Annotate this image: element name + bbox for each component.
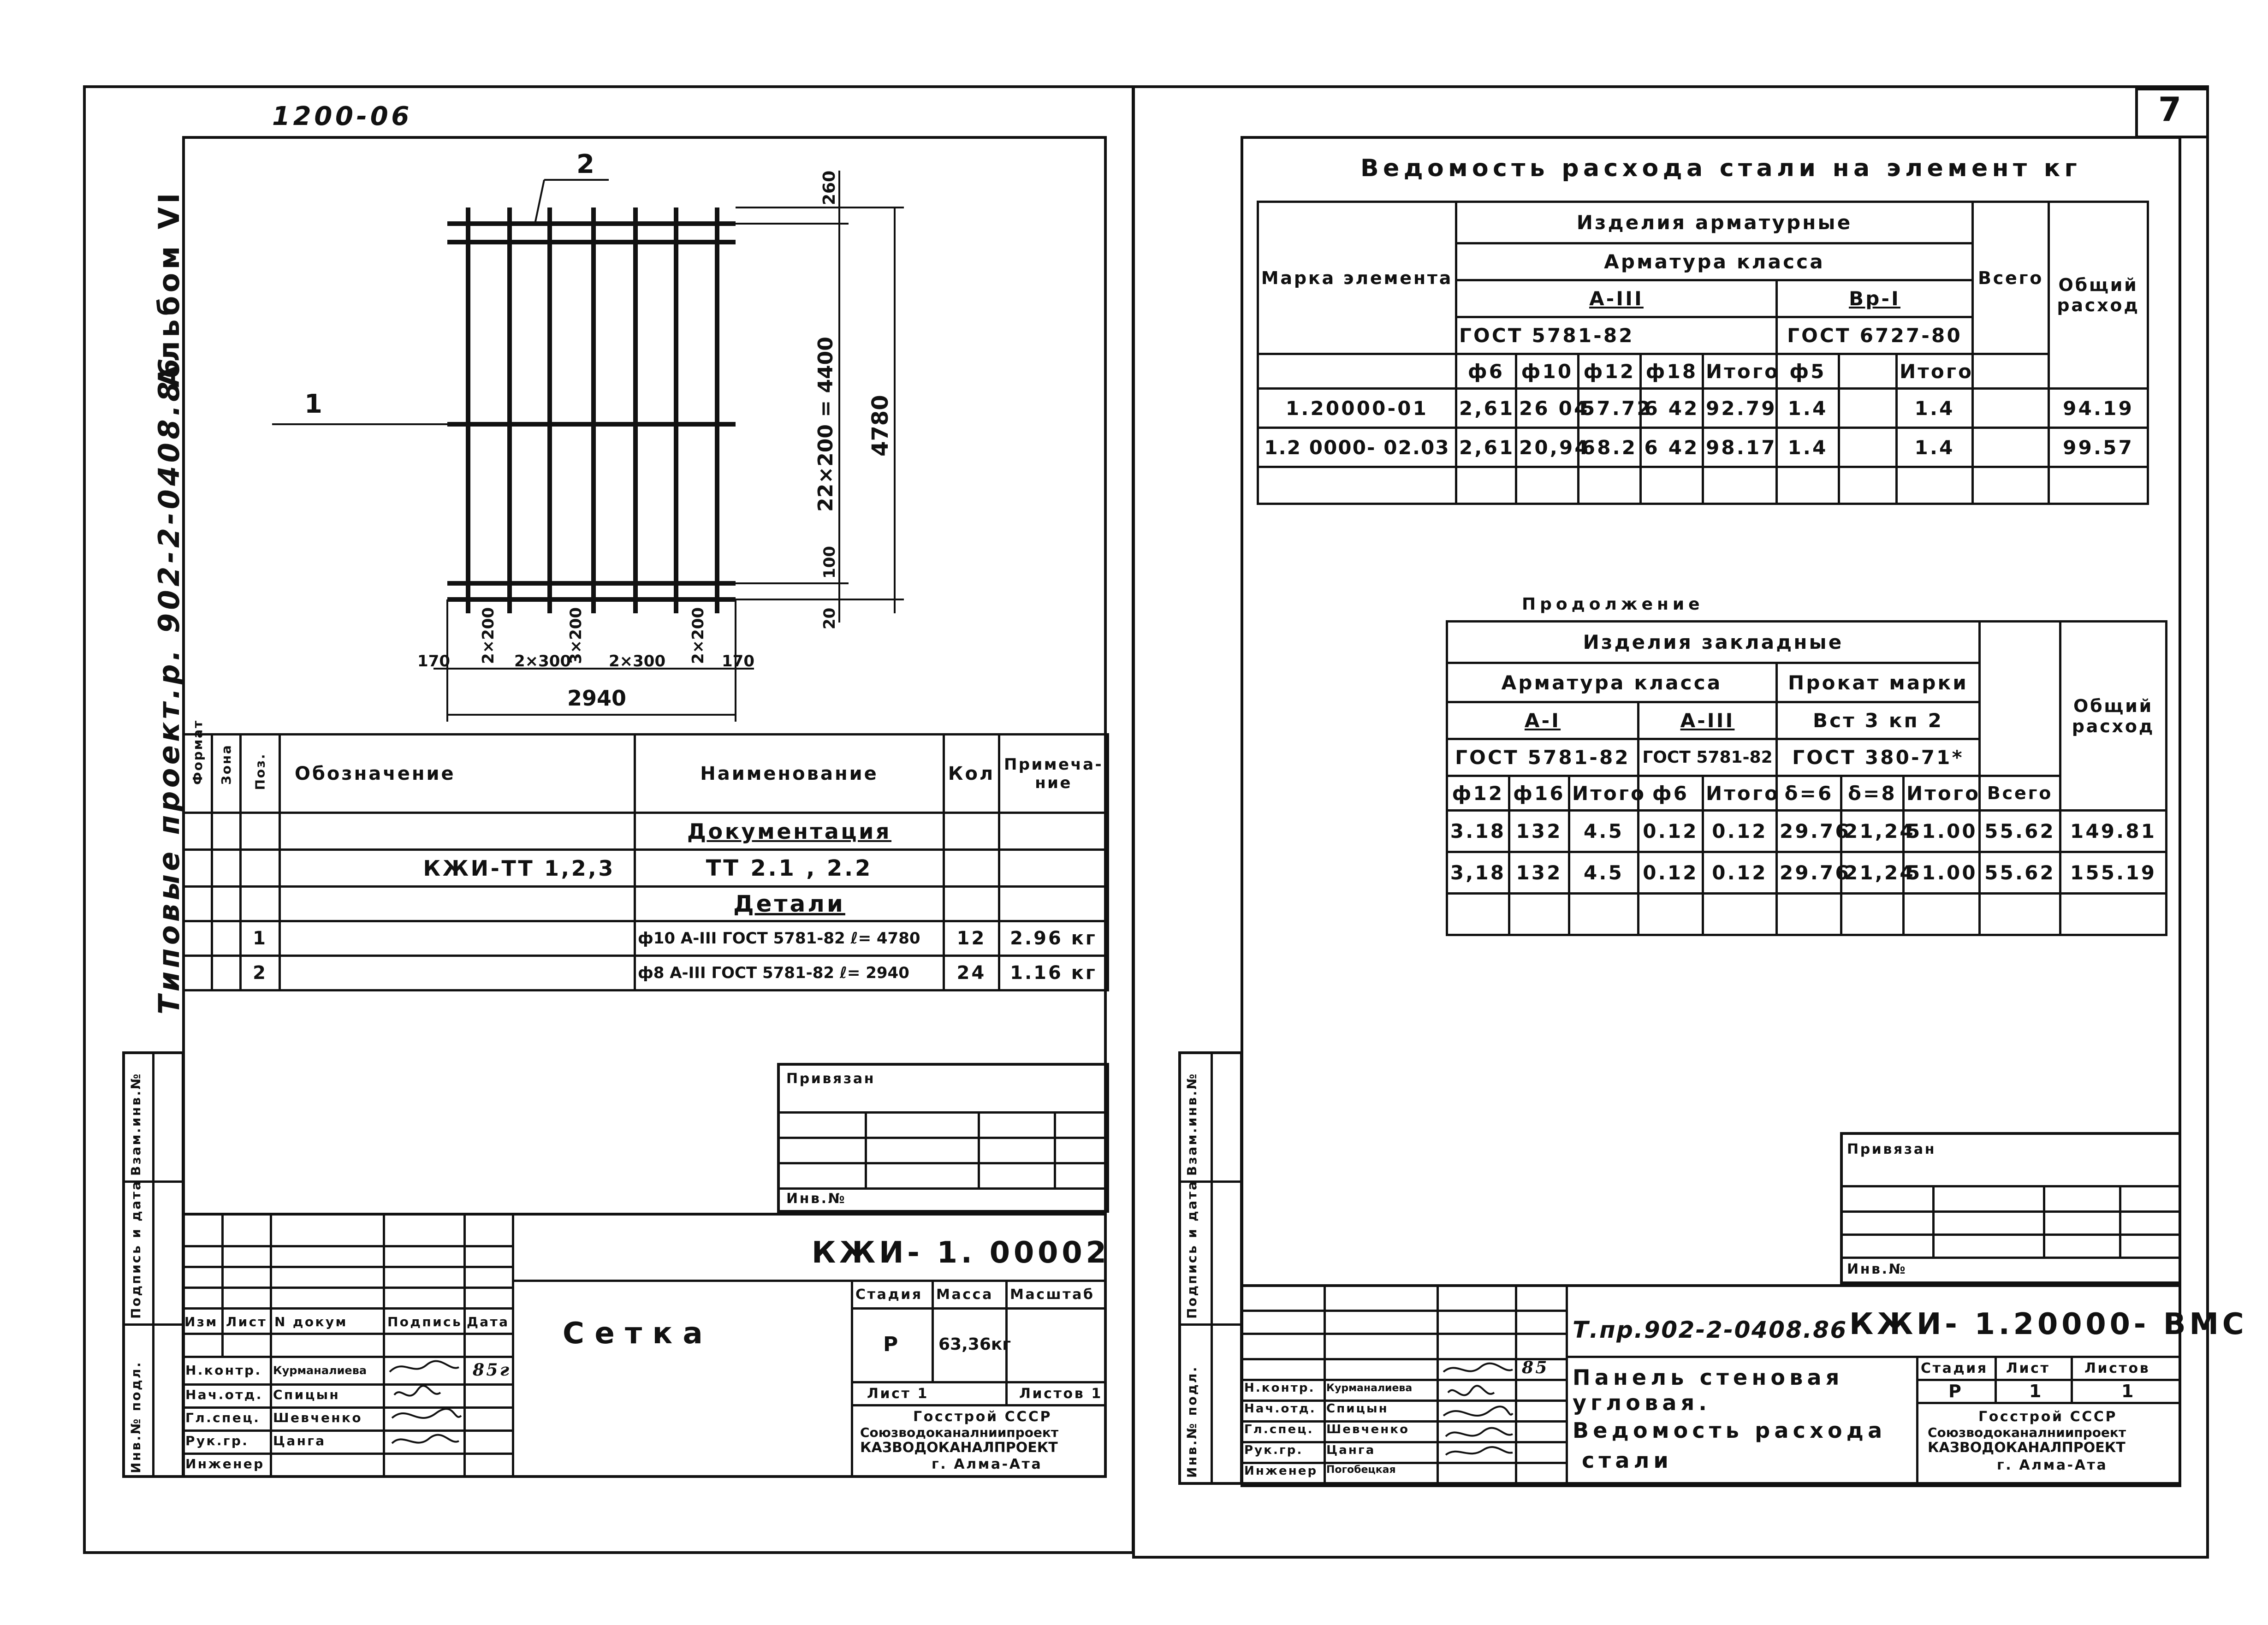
left-stamp-head-list: Лист [226, 1314, 267, 1329]
t2-vsego: Всего [1980, 776, 2060, 811]
spec-doc-code: КЖИ-ТТ 1,2,3 [280, 850, 635, 887]
t1-izd: Изделия арматурные [1456, 202, 1973, 243]
right-person-name-4: Цанга [1326, 1443, 1376, 1457]
left-person-name-3: Шевченко [273, 1410, 362, 1425]
t2-gost3: ГОСТ 380-71* [1777, 739, 1980, 776]
left-person-role-5: Инженер [185, 1456, 265, 1471]
left-inv-label: Инв.№ [786, 1191, 847, 1207]
left-stage-head: Стадия [855, 1287, 923, 1303]
pos-1-label: 1 [304, 389, 322, 419]
right-sheets-value: 1 [2121, 1381, 2136, 1401]
left-org-3: КАЗВОДОКАНАЛПРОЕКТ [860, 1440, 1058, 1456]
t2-izd: Изделия закладные [1447, 622, 1980, 663]
right-person-role-4: Рук.гр. [1244, 1443, 1303, 1457]
right-inv-label: Инв.№ [1847, 1261, 1907, 1277]
t2-sub-f16: ф16 [1509, 776, 1569, 811]
right-person-role-2: Нач.отд. [1244, 1402, 1316, 1416]
right-list-head: Лист [2006, 1360, 2050, 1376]
left-signatures [385, 1358, 463, 1455]
t1-sub-f6: ф6 [1456, 354, 1516, 389]
right-title-line-2: угловая. [1573, 1390, 1711, 1415]
t2-row-1: 3.18 132 4.5 0.12 0.12 29.76 21,24 51.00 55.62 149.81 [1447, 811, 2167, 852]
left-side-vzam: Взам.инв.№ [128, 1072, 143, 1176]
left-stamp-head-izm: Изм [184, 1314, 218, 1329]
project-side-label: Типовые проект.р. 902-2-0408.86 [152, 355, 186, 1014]
right-person-name-5: Погобецкая [1326, 1464, 1396, 1476]
page-number: 7 [2158, 90, 2185, 129]
left-stamp-head-data: Дата [467, 1314, 510, 1329]
t1-sub-f18: ф18 [1641, 354, 1703, 389]
right-title-line-1: Панель стеновая [1573, 1365, 1844, 1390]
right-side-vzam: Взам.инв.№ [1184, 1072, 1199, 1176]
t1-sub-f12: ф12 [1579, 354, 1641, 389]
left-org-4: г. Алма-Ата [932, 1456, 1043, 1472]
t1-sub-f10: ф10 [1516, 354, 1579, 389]
t1-klass: Арматура класса [1456, 243, 1973, 280]
spec-row-1-qty: 12 [944, 921, 999, 956]
spec-row-2-pos: 2 [241, 956, 280, 990]
right-org-1: Госстрой СССР [1978, 1409, 2118, 1425]
left-privyazan-label: Привязан [786, 1071, 876, 1087]
right-person-name-3: Шевченко [1326, 1423, 1410, 1436]
spec-head-kol: Кол [944, 735, 999, 813]
spec-row-2 [184, 956, 1108, 990]
left-mass-value: 63,36кг [938, 1335, 1011, 1354]
spec-row-1-name: ф10 А-III ГОСТ 5781-82 ℓ= 4780 [635, 921, 944, 956]
right-stamp-proj: Т.пр.902-2-0408.86 [1573, 1317, 1847, 1343]
left-person-role-2: Нач.отд. [185, 1387, 263, 1402]
right-stage-head: Стадия [1921, 1360, 1988, 1376]
left-person-name-1: Курманалиева [273, 1364, 367, 1377]
right-privyazan-label: Привязан [1847, 1141, 1936, 1157]
t2-a3: A-III [1639, 702, 1777, 739]
left-sheets-value: Листов 1 [1019, 1386, 1103, 1402]
right-listov-head: Листов [2084, 1360, 2150, 1376]
spec-head-primech: Примеча-ние [999, 735, 1108, 813]
t1-sub-empty [1839, 354, 1897, 389]
spec-head-zona: Зона [212, 735, 241, 813]
t2-gost2: ГОСТ 5781-82 [1639, 739, 1777, 776]
table1-title: Ведомость расхода стали на элемент кг [1360, 154, 2082, 182]
left-stage-value: Р [883, 1333, 901, 1356]
left-scale-head: Масштаб [1010, 1287, 1095, 1303]
right-org-2: Союзводоканалниипроект [1928, 1425, 2126, 1440]
bottom-dim-4: 3×200 [567, 607, 585, 664]
t2-sub-f12: ф12 [1447, 776, 1509, 811]
right-side-sign: Подпись и дата [1184, 1180, 1199, 1319]
steel-table-1 [1257, 201, 2149, 505]
steel-table-2 [1446, 620, 2167, 936]
spec-table [182, 719, 1109, 991]
left-person-name-4: Цанга [273, 1433, 326, 1448]
left-person-role-1: Н.контр. [185, 1363, 262, 1378]
dim-100: 100 [820, 546, 839, 579]
t2-sub-f6: ф6 [1639, 776, 1703, 811]
t2-gost1: ГОСТ 5781-82 [1447, 739, 1639, 776]
t1-row-1: 1.20000-01 2,61 26 04 57.72 6 42 92.79 1.4 1.4 94.19 [1258, 389, 2148, 428]
right-stamp-date: 85 [1522, 1358, 1549, 1377]
spec-row-2-qty: 24 [944, 956, 999, 990]
dim-22x200: 22×200 = 4400 [814, 337, 837, 512]
left-stamp-date: 85г [473, 1360, 511, 1380]
t1-gost1: ГОСТ 5781-82 [1456, 317, 1777, 354]
bottom-dim-1: 170 [417, 652, 450, 670]
left-side-sign: Подпись и дата [128, 1180, 143, 1319]
left-top-code: 1200-06 [272, 101, 413, 131]
left-org-1: Госстрой СССР [913, 1409, 1052, 1425]
dim-20: 20 [820, 607, 839, 629]
spec-head-oboznachenie: Обозначение [280, 735, 635, 813]
spec-row-1-note: 2.96 кг [999, 921, 1108, 956]
spec-doc-name: ТТ 2.1 , 2.2 [635, 850, 944, 887]
spec-head-naimenovanie: Наименование [635, 735, 944, 813]
t2-a1: A-I [1447, 702, 1639, 739]
right-stamp-code: КЖИ- 1.20000- ВМС [1849, 1307, 2248, 1341]
t1-gost2: ГОСТ 6727-80 [1777, 317, 1973, 354]
left-person-name-2: Спицын [273, 1387, 340, 1402]
left-mass-head: Масса [936, 1287, 993, 1303]
spec-row-2-name: ф8 А-III ГОСТ 5781-82 ℓ= 2940 [635, 956, 944, 990]
mesh-drawing [258, 149, 927, 724]
right-person-role-1: Н.контр. [1244, 1381, 1315, 1395]
t2-sub-d6: δ=6 [1777, 776, 1841, 811]
right-person-role-3: Гл.спец. [1244, 1423, 1314, 1436]
right-side-inv: Инв.№ подл. [1184, 1365, 1199, 1478]
spec-row-2-note: 1.16 кг [999, 956, 1108, 990]
t2-sub-d8: δ=8 [1841, 776, 1904, 811]
right-person-role-5: Инженер [1244, 1464, 1318, 1478]
left-person-role-3: Гл.спец. [185, 1410, 261, 1425]
spec-row-1-pos: 1 [241, 921, 280, 956]
t1-sub-itogo2: Итого [1897, 354, 1973, 389]
left-stamp-head-podpis: Подпись [387, 1314, 463, 1329]
spec-row-1 [184, 921, 1108, 956]
right-org-4: г. Алма-Ата [1997, 1457, 2108, 1473]
t1-sub-f5: ф5 [1777, 354, 1839, 389]
t1-vsego: Всего [1973, 202, 2049, 354]
right-signatures [1439, 1360, 1515, 1459]
right-title-line-3: Ведомость расхода [1573, 1418, 1887, 1443]
t1-bp1: Bр-I [1777, 280, 1973, 317]
bottom-dim-7: 170 [722, 652, 754, 670]
t1-sub-itogo1: Итого [1703, 354, 1777, 389]
bottom-dim-2: 2×200 [479, 607, 498, 664]
dim-2940: 2940 [567, 686, 627, 711]
t2-prokat: Прокат марки [1777, 663, 1980, 702]
leader-2 [535, 180, 544, 224]
bottom-dim-6: 2×200 [689, 607, 707, 664]
left-stamp-title: Сетка [563, 1317, 713, 1351]
t1-marka: Марка элемента [1258, 202, 1456, 354]
t2-vst: Вст 3 кп 2 [1777, 702, 1980, 739]
spec-section-docs: Документация [635, 813, 944, 850]
left-person-role-4: Рук.гр. [185, 1433, 249, 1448]
right-person-name-2: Спицын [1326, 1402, 1389, 1416]
t1-row-2: 1.2 0000- 02.03 2,61 20,94 68.2 6 42 98.17 1.4 1.4 99.57 [1258, 428, 2148, 467]
t1-obsh: Общий расход [2049, 202, 2148, 389]
t2-sub-itogo1: Итого [1569, 776, 1639, 811]
bottom-dim-5: 2×300 [609, 652, 666, 670]
spec-head-format: Формат [184, 735, 212, 813]
right-sheet-value: 1 [2029, 1381, 2044, 1401]
bottom-dim-3: 2×300 [514, 652, 571, 670]
right-title-line-4: стали [1582, 1448, 1673, 1473]
left-stamp-code: КЖИ- 1. 00002 [812, 1236, 1110, 1270]
left-sheet-value: Лист 1 [867, 1386, 929, 1402]
t2-sub-itogo3: Итого [1904, 776, 1980, 811]
t1-a3: A-III [1456, 280, 1777, 317]
right-org-3: КАЗВОДОКАНАЛПРОЕКТ [1928, 1440, 2126, 1456]
left-side-inv: Инв.№ подл. [128, 1361, 143, 1473]
spec-section-parts: Детали [635, 887, 944, 921]
left-org-2: Союзводоканалниипроект [860, 1425, 1059, 1440]
t2-sub-itogo2: Итого [1703, 776, 1777, 811]
dim-260: 260 [820, 170, 839, 205]
right-stage-value: Р [1948, 1381, 1964, 1401]
left-stamp-head-ndok: N докум [274, 1314, 348, 1329]
dim-4780: 4780 [867, 395, 893, 457]
t2-klass: Арматура класса [1447, 663, 1777, 702]
album-label: Альбом VI [152, 190, 186, 387]
t2-obsh: Общий расход [2060, 622, 2167, 811]
t2-row-2: 3,18 132 4.5 0.12 0.12 29.76 21,24 51.00 55.62 155.19 [1447, 852, 2167, 894]
spec-head-poz: Поз. [241, 735, 280, 813]
pos-2-label: 2 [576, 149, 594, 179]
table2-title: Продолжение [1522, 595, 1704, 614]
right-person-name-1: Курманалиева [1326, 1382, 1413, 1394]
